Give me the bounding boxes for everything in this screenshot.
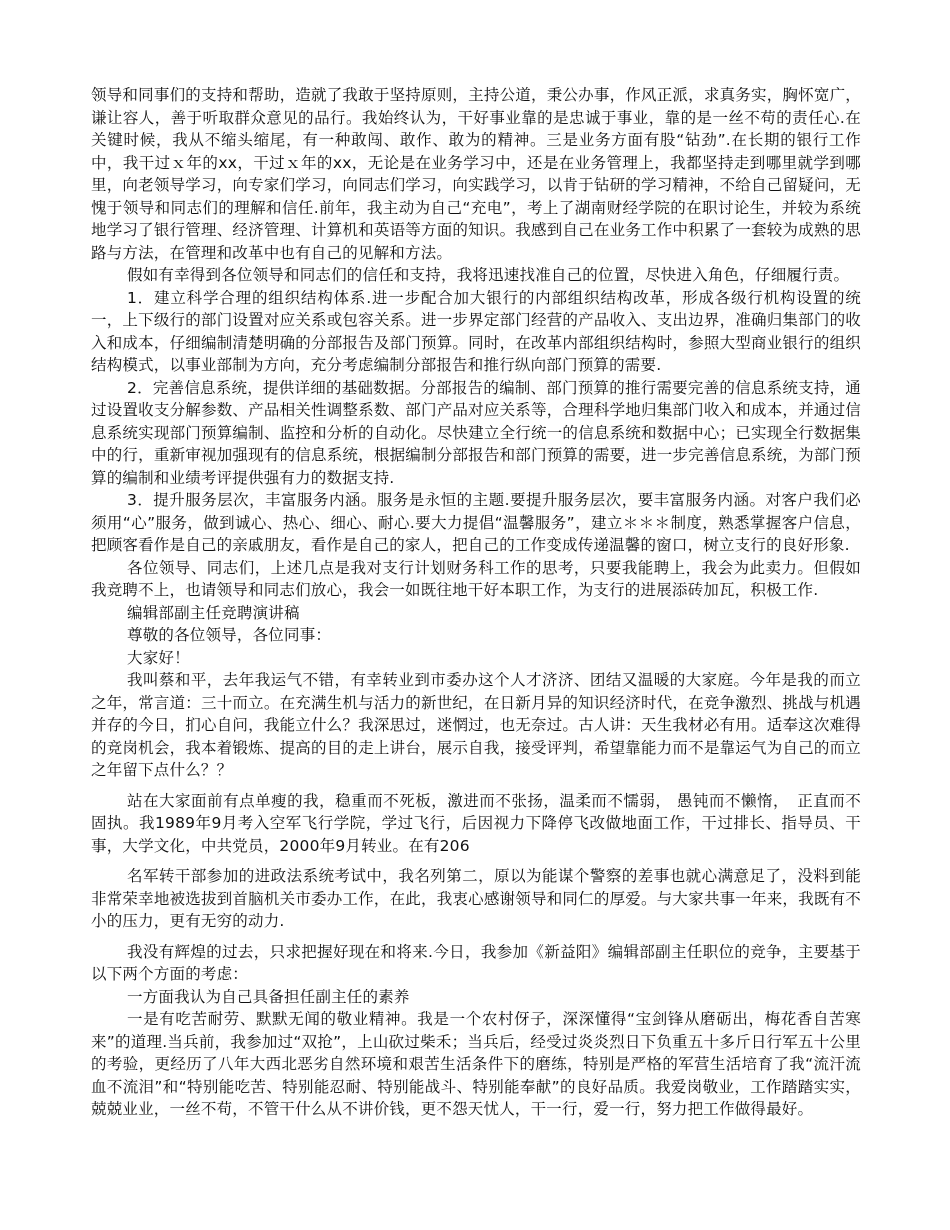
paragraph-motivation: 我没有辉煌的过去，只求把握好现在和将来.今日，我参加《新益阳》编辑部副主任职位的竞争，主要基于以下两个方面的考虑：	[91, 942, 861, 983]
section-heading: 一方面我认为自己具备担任副主任的素养	[127, 987, 410, 1006]
paragraph-qualities: 一是有吃苦耐劳、默默无闻的敬业精神。我是一个农村伢子，深深懂得“宝剑锋从磨砺出，梅花香自苦寒来”的道理.当兵前，我参加过“双抢”，上山砍过柴禾；当兵后，经受过炎炎烈日下负重五十多斤日行军五十公里的考验，更经历了八年大西北恶劣自然环境和艰苦生活条件下的磨练，特别是严格的军营生活培育了我“流汗流血不流泪”和“特别能吃苦、特别能忍耐、特别能战斗、特别能奉献”的良好品质。我爱岗敬业，工作踏踏实实，兢兢业业，一丝不苟，不管干什么从不讲价钱，更不怨天忧人，干一行，爱一行，努力把工作做得最好。	[91, 1010, 861, 1118]
speech-title: 编辑部副主任竞聘演讲稿	[127, 603, 300, 622]
paragraph-commitment: 假如有幸得到各位领导和同志们的信任和支持，我将迅速找准自己的位置，尽快进入角色，仔细履行责。	[127, 266, 850, 284]
paragraph-point-3: 3．提升服务层次，丰富服务内涵。服务是永恒的主题.要提升服务层次，要丰富服务内涵。对客户我们必须用“心”服务，做到诚心、热心、细心、耐心.要大力提倡“温馨服务”，建立＊＊＊制度，熟悉掌握客户信息，把顾客看作是自己的亲戚朋友，看作是自己的家人，把自己的工作变成传递温馨的窗口，树立支行的良好形象.	[91, 491, 861, 554]
speech-greeting: 大家好！	[127, 648, 190, 667]
paragraph-closing: 各位领导、同志们，上述几点是我对支行计划财务科工作的思考，只要我能聘上，我会为此卖力。但假如我竞聘不上，也请领导和同志们放心，我会一如既往地干好本职工作，为支行的进展添砖加瓦，积极工作.	[91, 558, 861, 599]
paragraph-introduction: 我叫蔡和平，去年我运气不错，有幸转业到市委办这个人才济济、团结又温暖的大家庭。今年是我的而立之年，常言道：三十而立。在充满生机与活力的新世纪，在日新月异的知识经济时代，在竞争激烈、挑战与机遇并存的今日，扪心自问，我能立什么？我深思过，迷惘过，也无奈过。古人讲：天生我材必有用。适奉这次难得的竞岗机会，我本着锻炼、提高的目的走上讲台，展示自我，接受评判，希望靠能力而不是靠运气为自己的而立之年留下点什么？？	[91, 671, 861, 779]
paragraph-point-1: 1．建立科学合理的组织结构体系.进一步配合加大银行的内部组织结构改革，形成各级行机构设置的统一，上下级行的部门设置对应关系或包容关系。进一步界定部门经营的产品收入、支出边界，准确归集部门的收入和成本，仔细编制清楚明确的分部报告及部门预算。同时，在改革内部组织结构时，参照大型商业银行的组织结构模式，以事业部制为方向，充分考虑编制分部报告和推行纵向部门预算的需要.	[91, 288, 861, 374]
document-body	[91, 84, 861, 1121]
paragraph-point-2: 2．完善信息系统，提供详细的基础数据。分部报告的编制、部门预算的推行需要完善的信息系统支持，通过设置收支分解参数、产品相关性调整系数、部门产品对应关系等，合理科学地归集部门收入和成本，并通过信息系统实现部门预算编制、监控和分析的自动化。尽快建立全行统一的信息系统和数据中心；已实现全行数据集中的行，重新审视加强现有的信息系统，根据编制分部报告和部门预算的需要，进一步完善信息系统，为部门预算的编制和业绩考评提供强有力的数据支持.	[91, 378, 861, 487]
paragraph-background: 站在大家面前有点单瘦的我，稳重而不死板，激进而不张扬，温柔而不懦弱， 愚钝而不懒惰， 正直而不固执。我1989年9月考入空军飞行学院，学过飞行，后因视力下降停飞改做地面工作，干过排长、指导员、干事，大学文化，中共党员，2000年9月转业。在有206	[91, 791, 861, 855]
paragraph-transfer: 名军转干部参加的进政法系统考试中，我名列第二，原以为能谋个警察的差事也就心满意足了，没料到能非常荣幸地被选拔到首脑机关市委办工作，在此，我衷心感谢领导和同仁的厚爱。与大家共事一年来，我既有不小的压力，更有无穷的动力.	[91, 867, 861, 930]
speech-salutation: 尊敬的各位领导，各位同事：	[127, 626, 332, 644]
paragraph-continuation: 领导和同事们的支持和帮助，造就了我敢于坚持原则，主持公道，秉公办事，作风正派，求真务实，胸怀宽广，谦让容人，善于听取群众意见的品行。我始终认为，干好事业靠的是忠诚于事业，靠的是一丝不苟的责任心.在关键时候，我从不缩头缩尾，有一种敢闯、敢作、敢为的精神。三是业务方面有股“钻劲”.在长期的银行工作中，我干过ｘ年的xx，干过ｘ年的xx，无论是在业务学习中，还是在业务管理上，我都坚持走到哪里就学到哪里，向老领导学习，向专家们学习，向同志们学习，向实践学习，以肯于钻研的学习精神，不给自己留疑问，无愧于领导和同志们的理解和信任.前年，我主动为自己“充电”，考上了湖南财经学院的在职讨论生，并较为系统地学习了银行管理、经济管理、计算机和英语等方面的知识。我感到自己在业务工作中积累了一套较为成熟的思路与方法，在管理和改革中也有自己的见解和方法。	[91, 86, 861, 262]
